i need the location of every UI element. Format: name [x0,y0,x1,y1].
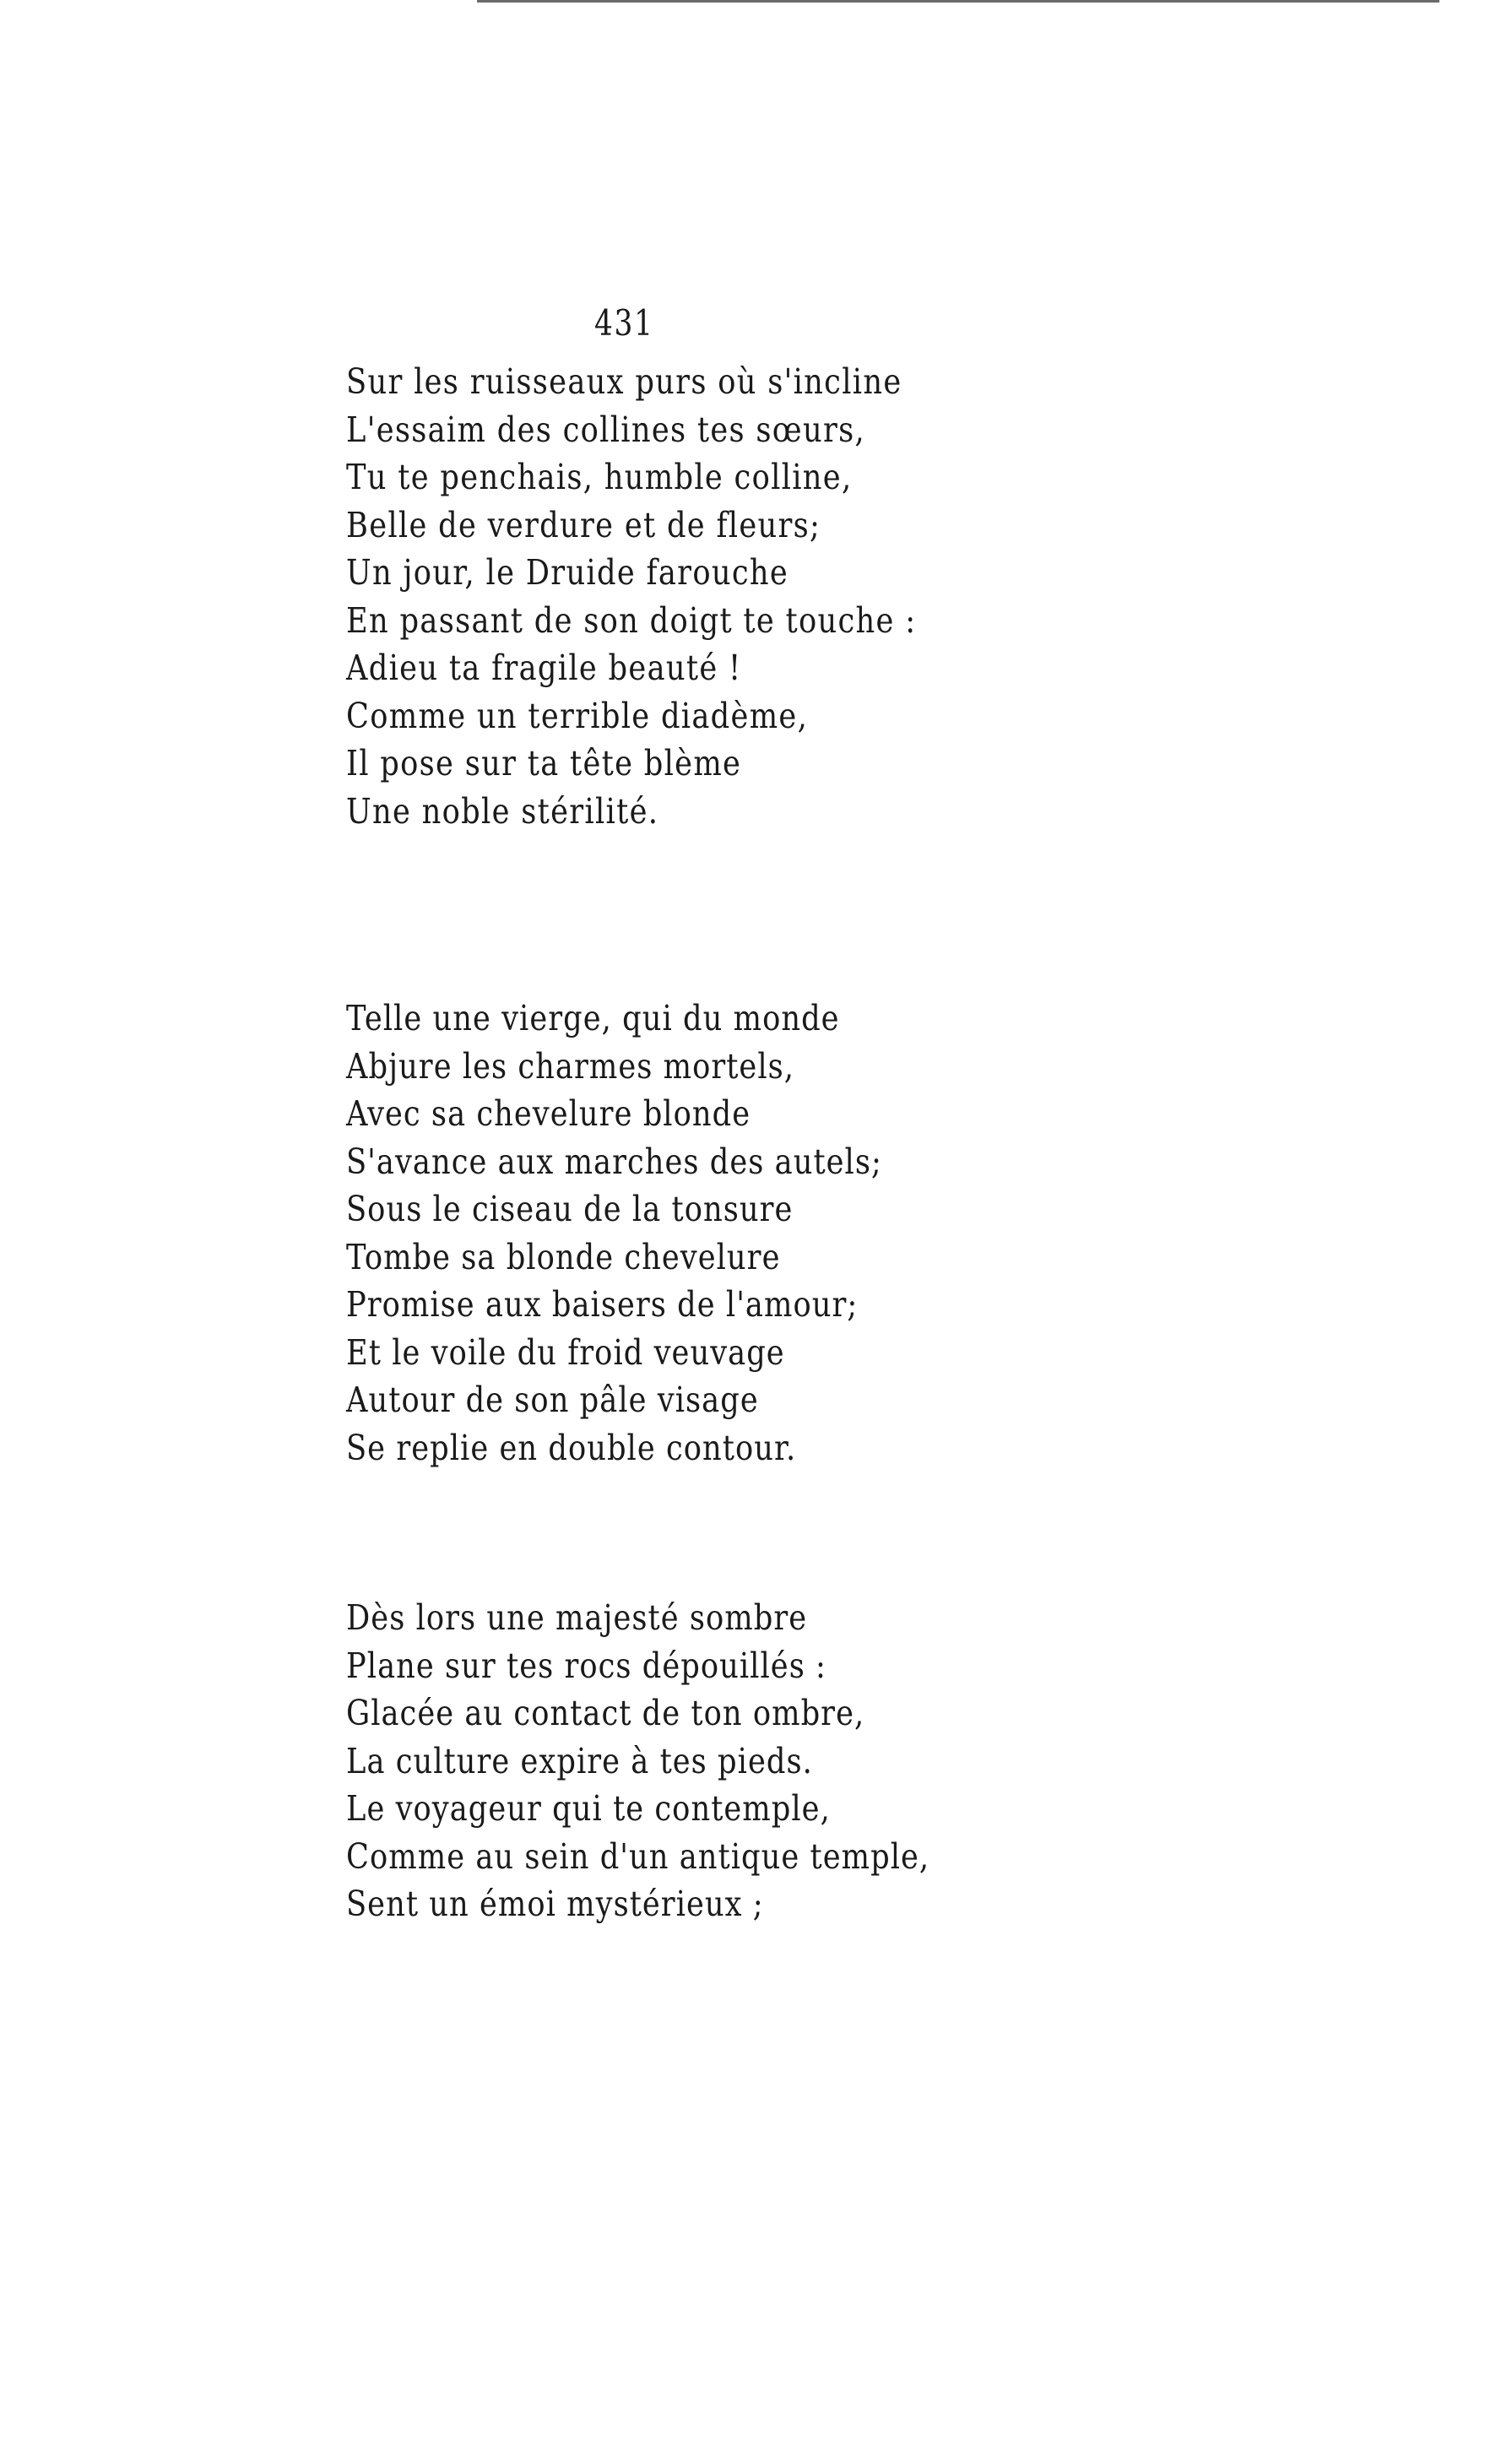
verse-line: Tu te penchais, humble colline, [346,457,853,497]
verse-line: Glacée au contact de ton ombre, [346,1693,865,1733]
verse-line: En passant de son doigt te touche : [346,599,917,641]
verse-line: Avec sa chevelure blonde [346,1093,751,1134]
verse-line: Promise aux baisers de l'amour; [346,1284,859,1325]
verse-line: Sent un émoi mystérieux ; [346,1884,764,1924]
page-number: 431 [594,302,654,344]
verse-line: Plane sur tes rocs dépouillés : [346,1645,826,1686]
verse-line: Autour de son pâle visage [346,1380,759,1420]
verse-line: Un jour, le Druide farouche [346,552,789,593]
verse-line: Une noble stérilité. [346,790,659,832]
verse-line: Et le voile du froid veuvage [346,1331,785,1373]
top-rule [477,0,1439,3]
verse-line: Sous le ciseau de la tonsure [346,1189,794,1229]
verse-line: Il pose sur ta tête blème [346,743,742,783]
verse-line: Le voyageur qui te contemple, [346,1788,831,1829]
stanza-1 [346,358,1342,835]
verse-line: Abjure les charmes mortels, [346,1045,794,1087]
verse-line: S'avance aux marches des autels; [346,1141,882,1182]
verse-line: Se replie en double contour. [346,1427,797,1468]
verse-line: Telle une vierge, qui du monde [346,998,840,1038]
verse-line: Comme un terrible diadème, [346,695,809,736]
stanza-3 [346,1594,1342,1928]
stanza-2 [346,995,1342,1472]
verse-line: L'essaim des collines tes sœurs, [346,409,865,450]
verse-line: Comme au sein d'un antique temple, [346,1835,930,1877]
verse-line: Adieu ta fragile beauté ! [346,648,742,688]
verse-line: Tombe sa blonde chevelure [346,1236,781,1277]
verse-line: Dès lors une majesté sombre [346,1597,808,1638]
verse-line: La culture expire à tes pieds. [346,1740,813,1781]
verse-line: Sur les ruisseaux purs où s'incline [346,361,902,402]
verse-line: Belle de verdure et de fleurs; [346,504,821,545]
